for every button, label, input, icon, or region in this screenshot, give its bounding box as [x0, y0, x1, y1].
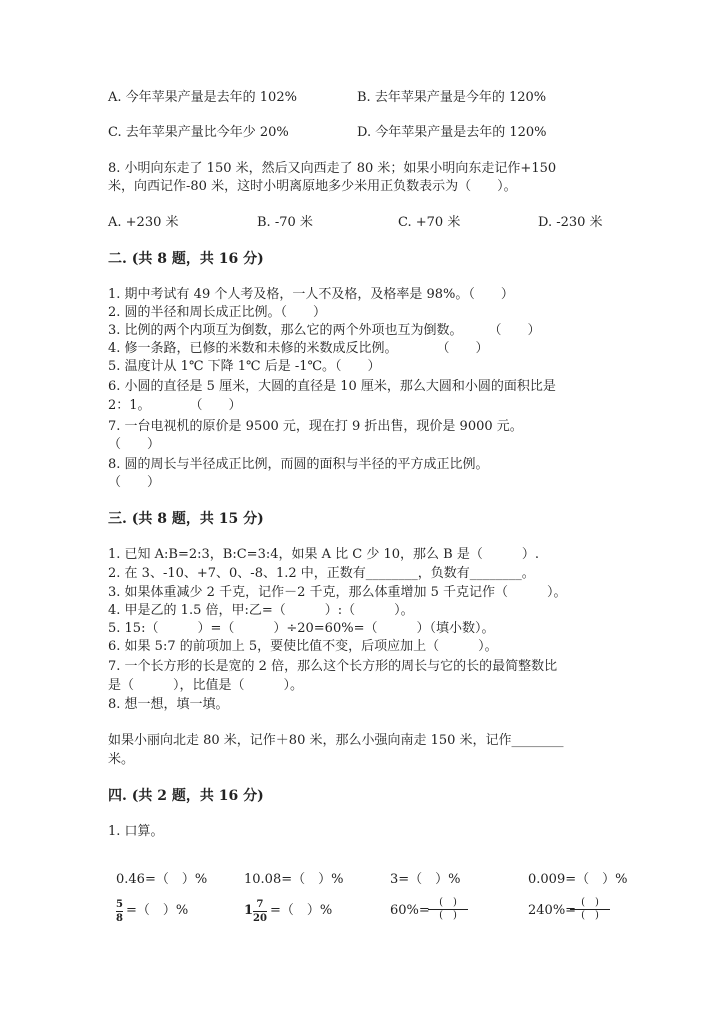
section2-line: 6. 小圆的直径是 5 厘米，大圆的直径是 10 厘米，那么大圆和小圆的面积比是	[108, 379, 556, 394]
oral-calc-item: =（ ）%	[126, 903, 189, 918]
section2-line: 3. 比例的两个内项互为倒数，那么它的两个外项也互为倒数。 （ ）	[108, 323, 541, 338]
fraction-seven-twentieths	[253, 899, 267, 924]
oral-calc-item: =（ ）%	[270, 903, 333, 918]
section3-line: 5. 15:（ ）=（ ）÷20=60%=（ ）（填小数）。	[108, 621, 495, 636]
section3-line: 6. 如果 5:7 的前项加上 5，要使比值不变，后项应加上（ ）。	[108, 639, 498, 654]
fraction-bar	[116, 911, 123, 912]
blank-fraction	[570, 898, 610, 921]
q8-option-c: C. +70 米	[398, 215, 461, 230]
q8-text-line1: 8. 小明向东走了 150 米，然后又向西走了 80 米；如果小明向东走记作+150	[108, 161, 557, 176]
section3-line: 4. 甲是乙的 1.5 倍，甲:乙=（ ）:（ ）。	[108, 603, 414, 618]
section4-title: 四. (共 2 题，共 16 分)	[108, 788, 264, 804]
mixed-number-whole: 1	[244, 903, 254, 918]
fraction-numerator: 5	[116, 899, 123, 910]
section2-line: （ ）	[108, 475, 161, 490]
q8-text-line2: 米，向西记作-80 米，这时小明离原地多少米用正负数表示为（ ）。	[108, 179, 517, 194]
oral-calc-item: 60%=	[390, 903, 430, 918]
section2-line: 2：1。 （ ）	[108, 398, 242, 413]
oral-calc-item: 10.08=（ ）%	[244, 872, 344, 887]
section2-line: 7. 一台电视机的原价是 9500 元，现在打 9 折出售，现价是 9000 元。	[108, 419, 523, 434]
section3-line: 7. 一个长方形的长是宽的 2 倍，那么这个长方形的周长与它的长的最简整数比	[108, 659, 558, 674]
fraction-numerator: 7	[256, 899, 264, 910]
q7-option-d: D. 今年苹果产量是去年的 120%	[357, 125, 547, 140]
section3-extra-line2: 米。	[108, 752, 135, 767]
q8-option-b: B. -70 米	[257, 215, 313, 230]
oral-calc-item: 3=（ ）%	[390, 872, 461, 887]
q7-option-a: A. 今年苹果产量是去年的 102%	[108, 90, 297, 105]
section3-extra-line1: 如果小丽向北走 80 米，记作＋80 米，那么小强向南走 150 米，记作________	[108, 733, 564, 748]
q8-option-a: A. +230 米	[108, 215, 179, 230]
blank-numerator: ( )	[581, 897, 599, 908]
section2-line: 8. 圆的周长与半径成正比例，而圆的面积与半径的平方成正比例。	[108, 457, 489, 472]
fraction-bar	[253, 911, 267, 912]
section3-line: 2. 在 3、-10、+7、0、-8、1.2 中，正数有________，负数有________。	[108, 566, 535, 581]
section2-line: 2. 圆的半径和周长成正比例。（ ）	[108, 305, 327, 320]
section3-line: 3. 如果体重减少 2 千克，记作－2 千克，那么体重增加 5 千克记作（ ）。	[108, 585, 567, 600]
oral-calc-item: 0.009=（ ）%	[528, 872, 628, 887]
section2-title: 二. (共 8 题，共 16 分)	[108, 251, 264, 267]
section3-line: 8. 想一想，填一填。	[108, 697, 229, 712]
section2-line: 4. 修一条路，已修的米数和未修的米数成反比例。 （ ）	[108, 341, 489, 356]
blank-fraction	[428, 898, 468, 921]
section2-line: 1. 期中考试有 49 个人考及格，一人不及格，及格率是 98%。（ ）	[108, 287, 514, 302]
q7-option-b: B. 去年苹果产量是今年的 120%	[357, 90, 547, 105]
blank-denominator: ( )	[581, 910, 599, 921]
section3-line: 1. 已知 A:B=2:3，B:C=3:4，如果 A 比 C 少 10，那么 B 是（ ）.	[108, 547, 539, 562]
q7-option-c: C. 去年苹果产量比今年少 20%	[108, 125, 289, 140]
section2-line: 5. 温度计从 1℃ 下降 1℃ 后是 -1℃。（ ）	[108, 359, 381, 374]
fraction-denominator: 8	[116, 913, 123, 924]
section3-line: 是（ ），比值是（ ）。	[108, 678, 304, 693]
fraction-denominator: 20	[253, 913, 267, 924]
oral-calc-item: 0.46=（ ）%	[116, 872, 208, 887]
fraction-five-eighths	[116, 899, 123, 924]
section4-q1-label: 1. 口算。	[108, 824, 164, 839]
blank-denominator: ( )	[439, 910, 457, 921]
section3-title: 三. (共 8 题，共 15 分)	[108, 511, 264, 527]
blank-numerator: ( )	[439, 897, 457, 908]
q8-option-d: D. -230 米	[538, 215, 603, 230]
oral-calc-item: 240%=	[528, 903, 577, 918]
section2-line: （ ）	[108, 437, 161, 452]
